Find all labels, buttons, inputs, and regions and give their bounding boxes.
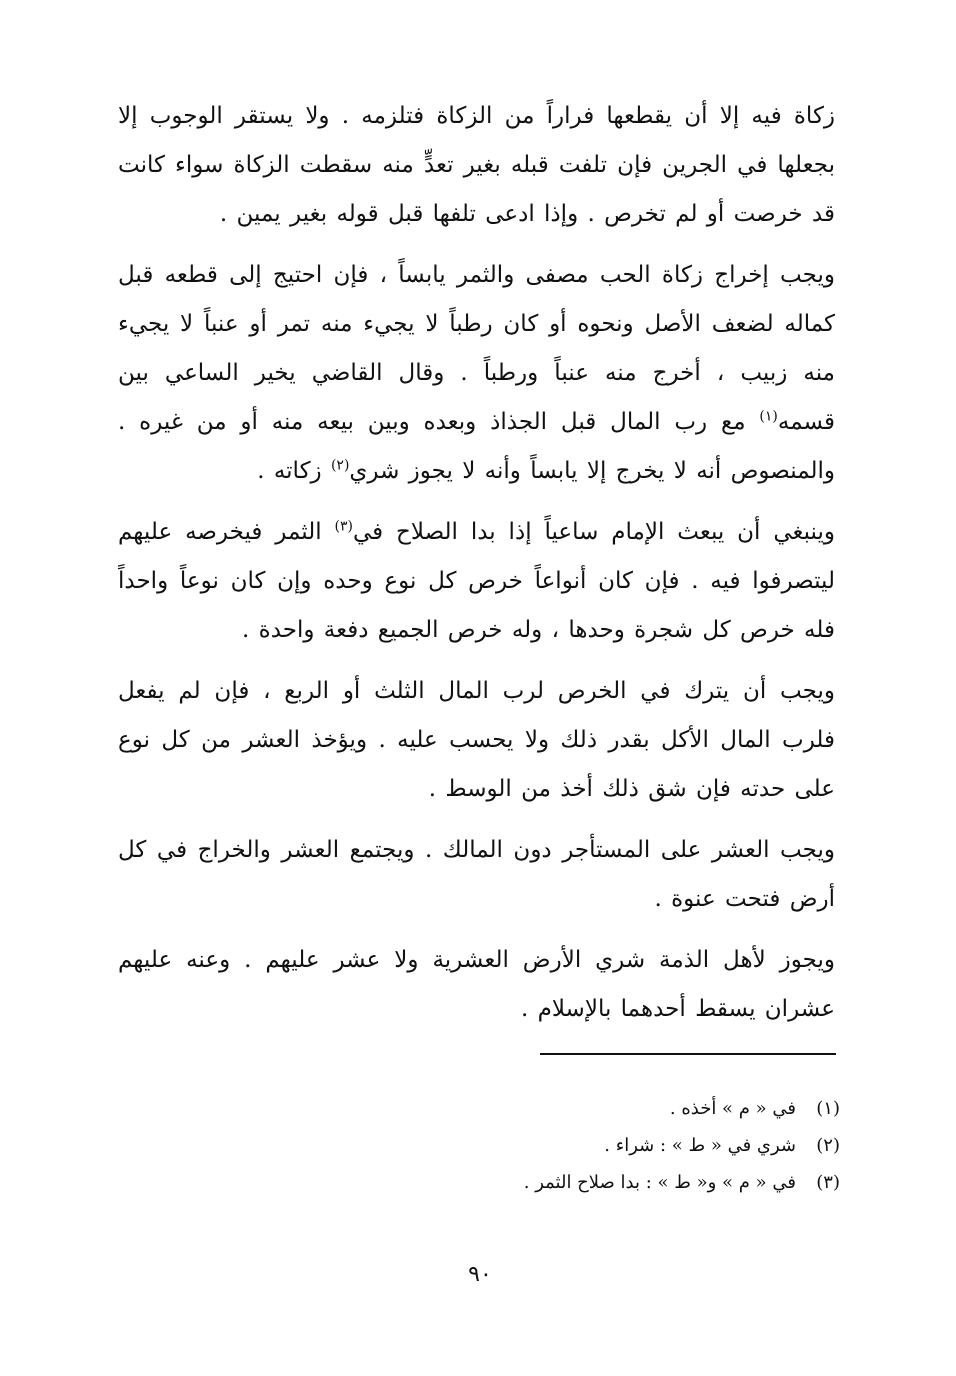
text-segment: زكاته . [257,458,331,484]
paragraph [118,667,835,814]
footnote-reference[interactable]: (١) [759,408,778,425]
footnote [330,1090,840,1127]
footnote-reference[interactable]: (٢) [330,457,350,474]
footnote-reference[interactable]: (٣) [334,518,353,535]
footnote-text: في « م » و« ط » : بدا صلاح الثمر . [523,1172,796,1193]
main-text [118,92,835,1046]
footnote [330,1164,840,1201]
page-number: ٩٠ [468,1262,492,1287]
paragraph [118,508,835,655]
footnote-number: (٢) [816,1135,840,1156]
text-segment: زكاة فيه إلا أن يقطعها فراراً من الزكاة فتلزمه . ولا يستقر الوجوب إلا بجعلها في الجرين فإن تلفت قبله بغير تعدٍّ منه سقطت الزكاة سواء كانت قد خرصت أو لم تخرص . وإذا ادعى تلفها قبل قوله بغير يمين . [118,103,835,227]
paragraph [118,826,835,924]
footnote-text: في « م » أخذه . [669,1098,796,1119]
paragraph [118,92,835,239]
text-segment: مع رب المال قبل الجذاذ وبعده وبين بيعه منه أو من غيره . والمنصوص أنه لا يخرج إلا يابساً وأنه لا يجوز شري [118,409,835,484]
paragraph [118,251,835,496]
footnote-number: (١) [816,1098,840,1119]
text-segment: ويجوز لأهل الذمة شري الأرض العشرية ولا عشر عليهم . وعنه عليهم عشران يسقط أحدهما بالإسلام . [118,947,835,1022]
text-segment: الثمر فيخرصه عليهم ليتصرفوا فيه . فإن كان أنواعاً خرص كل نوع وحده وإن كان نوعاً واحداً فله خرص كل شجرة وحدها ، وله خرص الجميع دفعة واحدة . [118,519,835,643]
footnote [330,1127,840,1164]
text-segment: ويجب العشر على المستأجر دون المالك . ويجتمع العشر والخراج في كل أرض فتحت عنوة . [118,837,835,912]
text-segment: وينبغي أن يبعث الإمام ساعياً إذا بدا الصلاح في [352,519,835,545]
paragraph [118,936,835,1034]
footnote-divider [540,1053,836,1055]
footnotes [330,1090,840,1201]
text-segment: ويجب أن يترك في الخرص لرب المال الثلث أو الربع ، فإن لم يفعل فلرب المال الأكل بقدر ذلك ولا يحسب عليه . ويؤخذ العشر من كل نوع على حدته فإن شق ذلك أخذ من الوسط . [118,678,835,802]
text-segment: ويجب إخراج زكاة الحب مصفى والثمر يابساً ، فإن احتيج إلى قطعه قبل كماله لضعف الأصل ونحوه أو كان رطباً لا يجيء منه تمر أو عنباً لا يجيء منه زبيب ، أخرج منه عنباً ورطباً . وقال القاضي يخير الساعي بين قسمه [118,262,835,435]
footnote-text: شري في « ط » : شراء . [604,1135,796,1156]
footnote-number: (٣) [816,1172,840,1193]
